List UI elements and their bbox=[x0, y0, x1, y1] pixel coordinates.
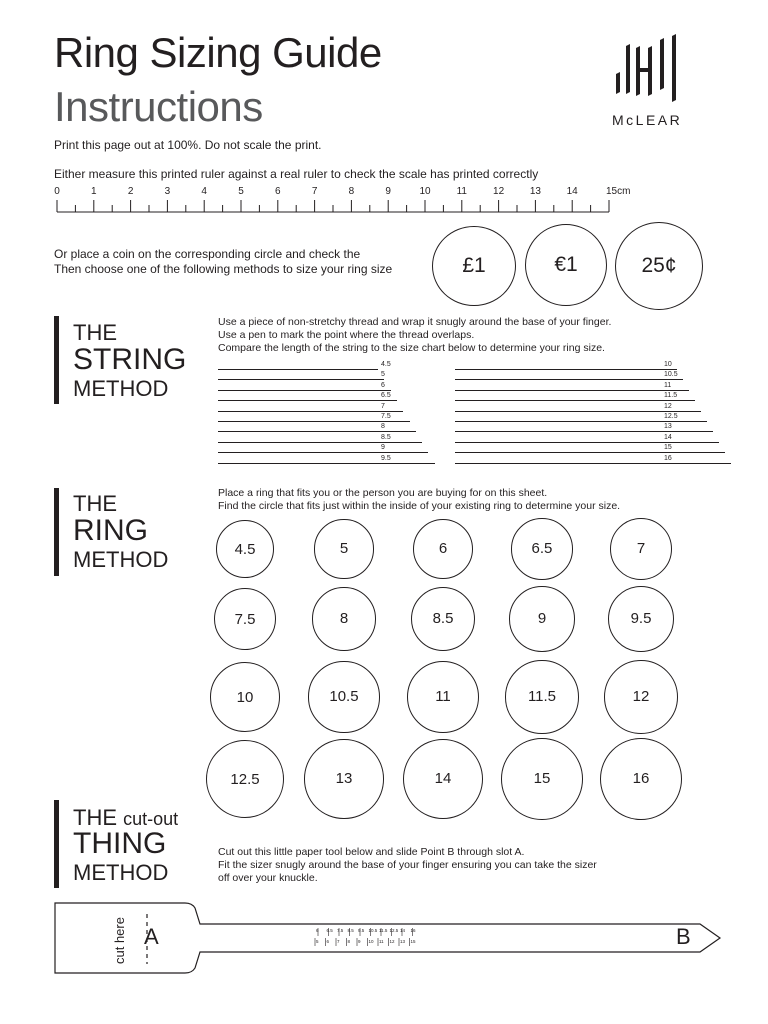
sizer-bottom-label: 6 bbox=[326, 939, 330, 944]
cut-here-label: cut here bbox=[112, 917, 127, 964]
ring-size-label: 13 bbox=[335, 770, 353, 788]
ruler-label: 1 bbox=[91, 186, 97, 197]
string-size-label: 12.5 bbox=[664, 413, 678, 420]
sizer-bottom-label: 12 bbox=[389, 939, 395, 944]
ring-size-label: 12 bbox=[632, 688, 650, 706]
sizer-top-label: 6 bbox=[316, 928, 319, 933]
ring-size-label: 8.5 bbox=[432, 610, 454, 628]
string-length-line bbox=[455, 442, 719, 443]
sizer-top-label: 11.5 bbox=[379, 928, 388, 933]
string-length-line bbox=[455, 400, 695, 401]
ring-size-circle bbox=[610, 518, 673, 581]
string-size-label: 12 bbox=[664, 402, 672, 410]
string-length-line bbox=[218, 463, 435, 464]
point-a-label: A bbox=[144, 924, 159, 949]
string-length-line bbox=[218, 379, 384, 380]
ring-size-label: 5 bbox=[339, 540, 349, 558]
ring-size-circle bbox=[308, 661, 379, 732]
string-size-label: 8.5 bbox=[381, 433, 391, 441]
ring-size-circle bbox=[312, 587, 375, 650]
sizer-top-label: 9.5 bbox=[358, 928, 365, 933]
string-length-line bbox=[218, 411, 403, 412]
ruler bbox=[40, 182, 640, 222]
sizer-top-label: 6.5 bbox=[326, 928, 333, 933]
ruler-ticks bbox=[40, 182, 640, 222]
cutout-the-word: THE bbox=[73, 805, 117, 830]
ring-size-circle bbox=[509, 586, 575, 652]
sizer-bottom-label: 15 bbox=[410, 939, 416, 944]
ruler-label: 2 bbox=[127, 186, 134, 197]
string-method-name: STRING bbox=[73, 343, 187, 376]
string-size-label: 4.5 bbox=[381, 361, 391, 368]
string-size-label: 7 bbox=[381, 402, 385, 410]
string-length-line bbox=[218, 421, 410, 422]
ring-size-circle bbox=[413, 519, 473, 579]
string-instruction-3: Compare the length of the string to the size chart below to determine your ring size. bbox=[218, 342, 605, 354]
ring-size-label: 16 bbox=[632, 770, 650, 788]
ring-size-label: 8 bbox=[339, 610, 349, 628]
brand-name: McLEAR bbox=[612, 112, 683, 128]
string-length-line bbox=[455, 431, 713, 432]
sizer-bottom-label: 11 bbox=[379, 939, 384, 944]
ruler-label: 5 bbox=[238, 186, 244, 197]
string-length-line bbox=[218, 431, 416, 432]
cutout-instruction-3: off over your knuckle. bbox=[218, 872, 318, 884]
print-note: Print this page out at 100%. Do not scale the print. bbox=[54, 138, 322, 152]
string-size-label: 11.5 bbox=[664, 392, 678, 400]
ring-size-circle bbox=[304, 739, 383, 818]
string-instruction-2: Use a pen to mark the point where the thread overlaps. bbox=[218, 329, 475, 341]
string-length-line bbox=[218, 400, 397, 401]
ruler-label: 15cm bbox=[606, 186, 631, 197]
ruler-label: 6 bbox=[275, 186, 281, 197]
coin-line-1: Or place a coin on the corresponding circle and check the bbox=[54, 247, 361, 261]
string-size-label: 10.5 bbox=[664, 371, 678, 379]
string-size-label: 9.5 bbox=[381, 454, 391, 462]
ruler-label: 4 bbox=[201, 186, 207, 197]
string-length-line bbox=[218, 442, 422, 443]
string-length-line bbox=[455, 411, 701, 412]
sizer-bottom-label: 13 bbox=[400, 939, 406, 944]
string-size-label: 6 bbox=[381, 381, 385, 389]
string-size-label: 14 bbox=[664, 433, 672, 441]
ring-size-circle bbox=[216, 520, 274, 578]
ring-size-circle bbox=[206, 740, 284, 818]
ring-size-label: 14 bbox=[434, 770, 452, 788]
cutout-method-label: METHOD bbox=[73, 860, 169, 885]
ring-method-label: METHOD bbox=[73, 547, 169, 572]
string-length-line bbox=[455, 421, 707, 422]
coin-circle-pound bbox=[432, 226, 516, 306]
string-size-label: 16 bbox=[664, 454, 672, 462]
string-length-line bbox=[455, 379, 683, 380]
string-length-line bbox=[455, 390, 689, 391]
string-size-label: 7.5 bbox=[381, 413, 391, 420]
sizer-top-label: 7.5 bbox=[337, 928, 344, 933]
ruler-label: 0 bbox=[54, 186, 60, 197]
string-size-label: 10 bbox=[664, 361, 672, 368]
string-size-label: 6.5 bbox=[381, 392, 391, 400]
ring-size-circle bbox=[210, 662, 280, 732]
string-length-line bbox=[455, 452, 725, 453]
string-size-label: 11 bbox=[664, 381, 672, 389]
string-length-line bbox=[218, 390, 391, 391]
string-length-line bbox=[218, 452, 428, 453]
ring-size-circle bbox=[214, 588, 276, 650]
string-method-label: METHOD bbox=[73, 376, 169, 401]
string-size-label: 8 bbox=[381, 423, 385, 431]
page-title: Ring Sizing Guide bbox=[54, 29, 382, 76]
string-length-line bbox=[218, 369, 378, 370]
ring-size-label: 7.5 bbox=[234, 610, 256, 628]
sizer-bottom-label: 9 bbox=[358, 939, 361, 944]
ring-size-circle bbox=[407, 661, 479, 733]
cutout-instruction-1: Cut out this little paper tool below and slide Point B through slot A. bbox=[218, 846, 525, 858]
string-size-label: 13 bbox=[664, 423, 672, 431]
ring-size-label: 11.5 bbox=[527, 688, 557, 706]
ring-size-circle bbox=[501, 738, 583, 820]
sizer-top-label: 8.5 bbox=[347, 928, 354, 933]
ring-size-label: 10 bbox=[236, 688, 254, 706]
ring-size-label: 4.5 bbox=[234, 540, 256, 558]
string-size-label: 5 bbox=[381, 371, 385, 379]
string-length-line bbox=[455, 369, 677, 370]
string-method-the: THE bbox=[73, 320, 117, 345]
ring-size-circle bbox=[608, 586, 675, 653]
cutout-method-name: THING bbox=[73, 827, 167, 860]
coin-label: £1 bbox=[462, 254, 486, 277]
sizer-bottom-label: 8 bbox=[347, 939, 351, 944]
sizer-bottom-label: 10 bbox=[368, 939, 374, 944]
sizer-bottom-label: 7 bbox=[337, 939, 340, 944]
ring-instruction-2: Find the circle that fits just within the inside of your existing ring to determine your size. bbox=[218, 500, 621, 512]
ruler-label: 8 bbox=[348, 186, 355, 197]
string-instruction-1: Use a piece of non-stretchy thread and wrap it snugly around the base of your finger. bbox=[218, 316, 612, 328]
ring-size-circle bbox=[511, 518, 573, 580]
ruler-label: 11 bbox=[456, 186, 467, 197]
ring-size-circle bbox=[604, 660, 679, 735]
sizer-top-label: 16 bbox=[410, 928, 416, 933]
ring-size-label: 6.5 bbox=[531, 540, 553, 558]
sizer-top-label: 14 bbox=[400, 928, 406, 933]
ring-size-label: 11 bbox=[435, 688, 451, 706]
ring-instruction-1: Place a ring that fits you or the person you are buying for on this sheet. bbox=[218, 487, 548, 499]
ring-size-label: 9.5 bbox=[630, 610, 652, 628]
ruler-label: 7 bbox=[311, 186, 318, 197]
ring-size-circle bbox=[505, 660, 579, 734]
ring-size-label: 6 bbox=[438, 540, 448, 558]
ruler-label: 3 bbox=[164, 186, 171, 197]
ruler-note: Either measure this printed ruler against a real ruler to check the scale has printed correctly bbox=[54, 167, 539, 181]
string-method-bar bbox=[54, 316, 59, 404]
ring-size-circle bbox=[600, 738, 683, 821]
ring-size-label: 10.5 bbox=[329, 688, 359, 706]
cutout-word: cut-out bbox=[123, 809, 179, 829]
ring-size-label: 12.5 bbox=[230, 770, 260, 788]
ring-size-label: 7 bbox=[636, 540, 646, 558]
ruler-label: 13 bbox=[529, 186, 541, 197]
ruler-label: 12 bbox=[493, 186, 505, 197]
coin-label: €1 bbox=[554, 253, 578, 276]
coin-line-2: Then choose one of the following methods to size your ring size bbox=[54, 262, 393, 276]
ring-size-label: 9 bbox=[537, 610, 547, 628]
string-size-label: 9 bbox=[381, 444, 385, 452]
string-length-line bbox=[455, 463, 731, 464]
ruler-label: 14 bbox=[566, 186, 578, 197]
ring-size-circle bbox=[314, 519, 373, 578]
ring-size-label: 15 bbox=[533, 770, 551, 788]
ring-method-the: THE bbox=[73, 491, 117, 516]
ring-size-circle bbox=[403, 739, 483, 819]
coin-label: 25¢ bbox=[641, 254, 677, 277]
string-size-label: 15 bbox=[664, 444, 672, 452]
mclear-logo-icon bbox=[612, 34, 698, 104]
sizer-top-label: 12.5 bbox=[389, 928, 399, 933]
ring-size-circle bbox=[411, 587, 475, 651]
page-subtitle: Instructions bbox=[54, 83, 263, 130]
ring-method-name: RING bbox=[73, 514, 148, 547]
cutout-instruction-2: Fit the sizer snugly around the base of your finger ensuring you can take the sizer bbox=[218, 859, 597, 871]
ring-method-bar bbox=[54, 488, 59, 576]
ruler-label: 10 bbox=[419, 186, 431, 197]
ruler-label: 9 bbox=[385, 186, 391, 197]
sizer-bottom-label: 5 bbox=[316, 939, 319, 944]
sizer-top-label: 10.5 bbox=[368, 928, 378, 933]
cutout-method-bar bbox=[54, 800, 59, 888]
coin-circle-euro bbox=[525, 224, 607, 306]
coin-circle-quarter bbox=[615, 222, 703, 310]
point-b-label: B bbox=[676, 924, 691, 949]
